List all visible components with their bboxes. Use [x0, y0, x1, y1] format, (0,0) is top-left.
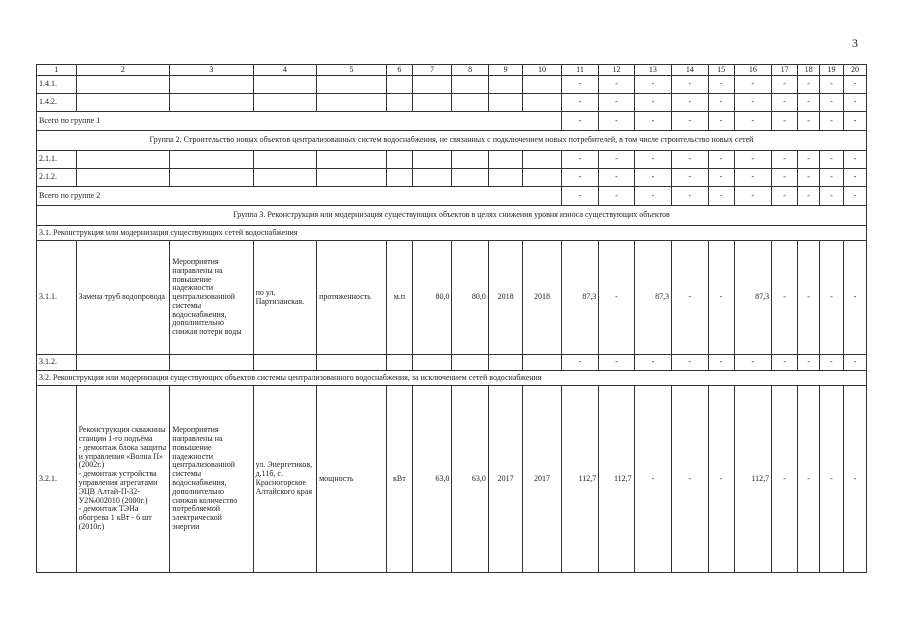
cell-empty [253, 94, 317, 112]
cell-empty [317, 355, 387, 371]
col-header: 18 [798, 65, 820, 76]
cell-empty [386, 151, 412, 169]
cell-empty [523, 76, 562, 94]
cell-dash: - [599, 151, 634, 169]
cell-dash: - [708, 76, 734, 94]
measure-purpose: Мероприятия направлены на повышение надежности централизованной системы водоснабжения, дополнительно снижая потери воды [170, 241, 253, 355]
cell-empty [317, 151, 387, 169]
cell-dash: - [843, 151, 866, 169]
col-header: 9 [488, 65, 522, 76]
cell-empty [523, 151, 562, 169]
cell-empty [386, 355, 412, 371]
cell-dash: - [820, 169, 844, 187]
col-header: 13 [634, 65, 671, 76]
cell-dash: - [708, 241, 734, 355]
cell-empty [386, 169, 412, 187]
cell-dash: - [843, 355, 866, 371]
cell-dash: - [561, 187, 598, 206]
cell-dash: - [708, 386, 734, 573]
cell-empty [170, 76, 253, 94]
column-number-row [37, 65, 867, 76]
cell-empty [253, 355, 317, 371]
cell-dash: - [734, 94, 771, 112]
cell-empty [488, 355, 522, 371]
cell-dash: - [843, 241, 866, 355]
cell-dash: - [599, 241, 634, 355]
cell-dash: - [634, 187, 671, 206]
row-number: 3.2.1. [37, 386, 77, 573]
value-col-8: 80,0 [452, 241, 488, 355]
cell-empty [253, 151, 317, 169]
cell-empty [452, 169, 488, 187]
cell-dash: - [634, 112, 671, 131]
cell-dash: - [798, 386, 820, 573]
cell-empty [317, 94, 387, 112]
group-2-heading: Группа 2. Строительство новых объектов централизованных систем водоснабжения, не связанных с подключением новых потребителей, в том числе строительство новых сетей [37, 131, 867, 151]
row-number: 2.1.1. [37, 151, 77, 169]
cell-empty [452, 151, 488, 169]
cell-dash: - [672, 187, 708, 206]
value-col-16: 87,3 [734, 241, 771, 355]
cell-empty [386, 76, 412, 94]
cell-dash: - [672, 151, 708, 169]
cell-empty [488, 94, 522, 112]
cell-empty [523, 94, 562, 112]
cell-dash: - [772, 355, 798, 371]
col-header: 11 [561, 65, 598, 76]
cell-dash: - [820, 76, 844, 94]
cell-dash: - [772, 386, 798, 573]
cell-empty [170, 355, 253, 371]
page-number: 3 [852, 36, 858, 50]
group-1-total-row [37, 112, 867, 131]
col-header: 16 [734, 65, 771, 76]
cell-dash: - [798, 94, 820, 112]
cell-dash: - [772, 241, 798, 355]
cell-empty [76, 151, 170, 169]
cell-empty [170, 169, 253, 187]
cell-dash: - [599, 76, 634, 94]
row-number: 1.4.2. [37, 94, 77, 112]
cell-dash: - [843, 76, 866, 94]
col-header: 15 [708, 65, 734, 76]
cell-empty [412, 169, 452, 187]
value-col-11: 87,3 [561, 241, 598, 355]
end-year: 2017 [523, 386, 562, 573]
cell-dash: - [561, 169, 598, 187]
cell-dash: - [561, 112, 598, 131]
table-row-3-1-1 [37, 241, 867, 355]
cell-dash: - [672, 76, 708, 94]
indicator-unit: кВт [386, 386, 412, 573]
cell-dash: - [798, 112, 820, 131]
col-header: 19 [820, 65, 844, 76]
cell-dash: - [708, 94, 734, 112]
group-3-heading-row [37, 206, 867, 226]
cell-empty [386, 94, 412, 112]
measure-location: по ул. Партизанская. [253, 241, 317, 355]
cell-dash: - [561, 94, 598, 112]
cell-empty [76, 355, 170, 371]
cell-empty [412, 355, 452, 371]
end-year: 2018 [523, 241, 562, 355]
cell-empty [523, 169, 562, 187]
col-header: 8 [452, 65, 488, 76]
row-number: 3.1.2. [37, 355, 77, 371]
cell-dash: - [772, 76, 798, 94]
cell-dash: - [820, 151, 844, 169]
cell-dash: - [634, 151, 671, 169]
group-3-heading: Группа 3. Реконструкция или модернизация существующих объектов в целях снижения уровня износа существующих объектов [37, 206, 867, 226]
cell-dash: - [798, 241, 820, 355]
cell-dash: - [734, 187, 771, 206]
col-header: 2 [76, 65, 170, 76]
cell-empty [253, 76, 317, 94]
cell-dash: - [672, 355, 708, 371]
group-2-heading-row [37, 131, 867, 151]
cell-empty [523, 355, 562, 371]
cell-dash: - [798, 169, 820, 187]
cell-dash: - [820, 355, 844, 371]
col-header: 14 [672, 65, 708, 76]
table-row-1-4-1 [37, 76, 867, 94]
col-header: 17 [772, 65, 798, 76]
col-header: 12 [599, 65, 634, 76]
group-2-total-row [37, 187, 867, 206]
value-col-13: 87,3 [634, 241, 671, 355]
cell-empty [317, 169, 387, 187]
cell-dash: - [561, 151, 598, 169]
cell-dash: - [734, 112, 771, 131]
cell-empty [76, 76, 170, 94]
row-number: 2.1.2. [37, 169, 77, 187]
cell-dash: - [708, 151, 734, 169]
start-year: 2017 [488, 386, 522, 573]
cell-dash: - [820, 112, 844, 131]
col-header: 3 [170, 65, 253, 76]
cell-dash: - [634, 94, 671, 112]
cell-empty [253, 169, 317, 187]
indicator-unit: м.п [386, 241, 412, 355]
cell-dash: - [843, 94, 866, 112]
cell-dash: - [843, 386, 866, 573]
start-year: 2018 [488, 241, 522, 355]
measure-purpose: Мероприятия направлены на повышение надежности централизованной системы водоснабжения, дополнительно снижая количество потребляемой электрической энергии [170, 386, 253, 573]
cell-empty [452, 355, 488, 371]
value-col-16: 112,7 [734, 386, 771, 573]
cell-dash: - [708, 112, 734, 131]
cell-dash: - [672, 386, 708, 573]
subsection-3-2-heading: 3.2. Реконструкция или модернизация существующих объектов системы централизованного водоснабжения, за исключением сетей водоснабжения [37, 371, 867, 386]
cell-dash: - [672, 169, 708, 187]
cell-dash: - [672, 94, 708, 112]
cell-empty [452, 94, 488, 112]
measure-name: Замена труб водопровода [76, 241, 170, 355]
cell-dash: - [599, 187, 634, 206]
cell-dash: - [634, 355, 671, 371]
cell-dash: - [634, 386, 671, 573]
cell-dash: - [843, 187, 866, 206]
table-row-1-4-2 [37, 94, 867, 112]
cell-dash: - [843, 112, 866, 131]
cell-dash: - [772, 151, 798, 169]
cell-dash: - [772, 187, 798, 206]
table-row-2-1-2 [37, 169, 867, 187]
row-number: 3.1.1. [37, 241, 77, 355]
col-header: 10 [523, 65, 562, 76]
value-col-12: 112,7 [599, 386, 634, 573]
row-number: 1.4.1. [37, 76, 77, 94]
cell-dash: - [672, 241, 708, 355]
cell-empty [170, 151, 253, 169]
measure-name: Реконструкция скважины станции 1-го подъёма - демонтаж блока защиты и управления «Волна П» (2002г.) - демонтаж устройства управления агрегатами ЭЦВ Алтай-П-32-У2№002010 (2000г.) - демонтаж ТЭНа обогрева 1 кВт - 6 шт (2010г.) [76, 386, 170, 573]
cell-dash: - [772, 94, 798, 112]
cell-empty [452, 76, 488, 94]
col-header: 20 [843, 65, 866, 76]
cell-empty [412, 94, 452, 112]
measure-location: ул. Энергетиков, д.11б, с. Красногорское Алтайского края [253, 386, 317, 573]
cell-dash: - [734, 355, 771, 371]
cell-empty [412, 151, 452, 169]
value-col-7: 63,0 [412, 386, 452, 573]
cell-dash: - [798, 187, 820, 206]
cell-dash: - [734, 76, 771, 94]
value-col-7: 80,0 [412, 241, 452, 355]
cell-dash: - [599, 355, 634, 371]
subsection-3-1-heading: 3.1. Реконструкция или модернизация существующих сетей водоснабжения [37, 226, 867, 241]
cell-dash: - [843, 169, 866, 187]
cell-empty [488, 151, 522, 169]
table-row-3-2-1 [37, 386, 867, 573]
indicator-name: протяженность [317, 241, 387, 355]
cell-dash: - [820, 94, 844, 112]
cell-dash: - [599, 94, 634, 112]
cell-empty [488, 76, 522, 94]
cell-dash: - [708, 187, 734, 206]
cell-empty [76, 169, 170, 187]
cell-dash: - [561, 76, 598, 94]
subsection-3-1-row [37, 226, 867, 241]
cell-dash: - [634, 76, 671, 94]
col-header: 7 [412, 65, 452, 76]
cell-dash: - [672, 112, 708, 131]
cell-dash: - [772, 112, 798, 131]
cell-dash: - [820, 241, 844, 355]
cell-dash: - [798, 76, 820, 94]
cell-empty [488, 169, 522, 187]
cell-dash: - [734, 151, 771, 169]
cell-empty [412, 76, 452, 94]
value-col-11: 112,7 [561, 386, 598, 573]
cell-dash: - [708, 355, 734, 371]
cell-empty [317, 76, 387, 94]
cell-dash: - [599, 112, 634, 131]
cell-dash: - [820, 386, 844, 573]
table-row-2-1-1 [37, 151, 867, 169]
cell-dash: - [708, 169, 734, 187]
table-row-3-1-2 [37, 355, 867, 371]
subsection-3-2-row [37, 371, 867, 386]
group-2-total-label: Всего по группе 2 [37, 187, 562, 206]
cell-dash: - [734, 169, 771, 187]
col-header: 4 [253, 65, 317, 76]
cell-dash: - [634, 169, 671, 187]
cell-dash: - [798, 355, 820, 371]
cell-dash: - [820, 187, 844, 206]
cell-dash: - [798, 151, 820, 169]
value-col-8: 63,0 [452, 386, 488, 573]
cell-dash: - [772, 169, 798, 187]
cell-empty [76, 94, 170, 112]
cell-dash: - [599, 169, 634, 187]
group-1-total-label: Всего по группе 1 [37, 112, 562, 131]
indicator-name: мощность [317, 386, 387, 573]
investment-program-table [36, 64, 867, 573]
col-header: 5 [317, 65, 387, 76]
cell-empty [170, 94, 253, 112]
cell-dash: - [561, 355, 598, 371]
col-header: 1 [37, 65, 77, 76]
col-header: 6 [386, 65, 412, 76]
